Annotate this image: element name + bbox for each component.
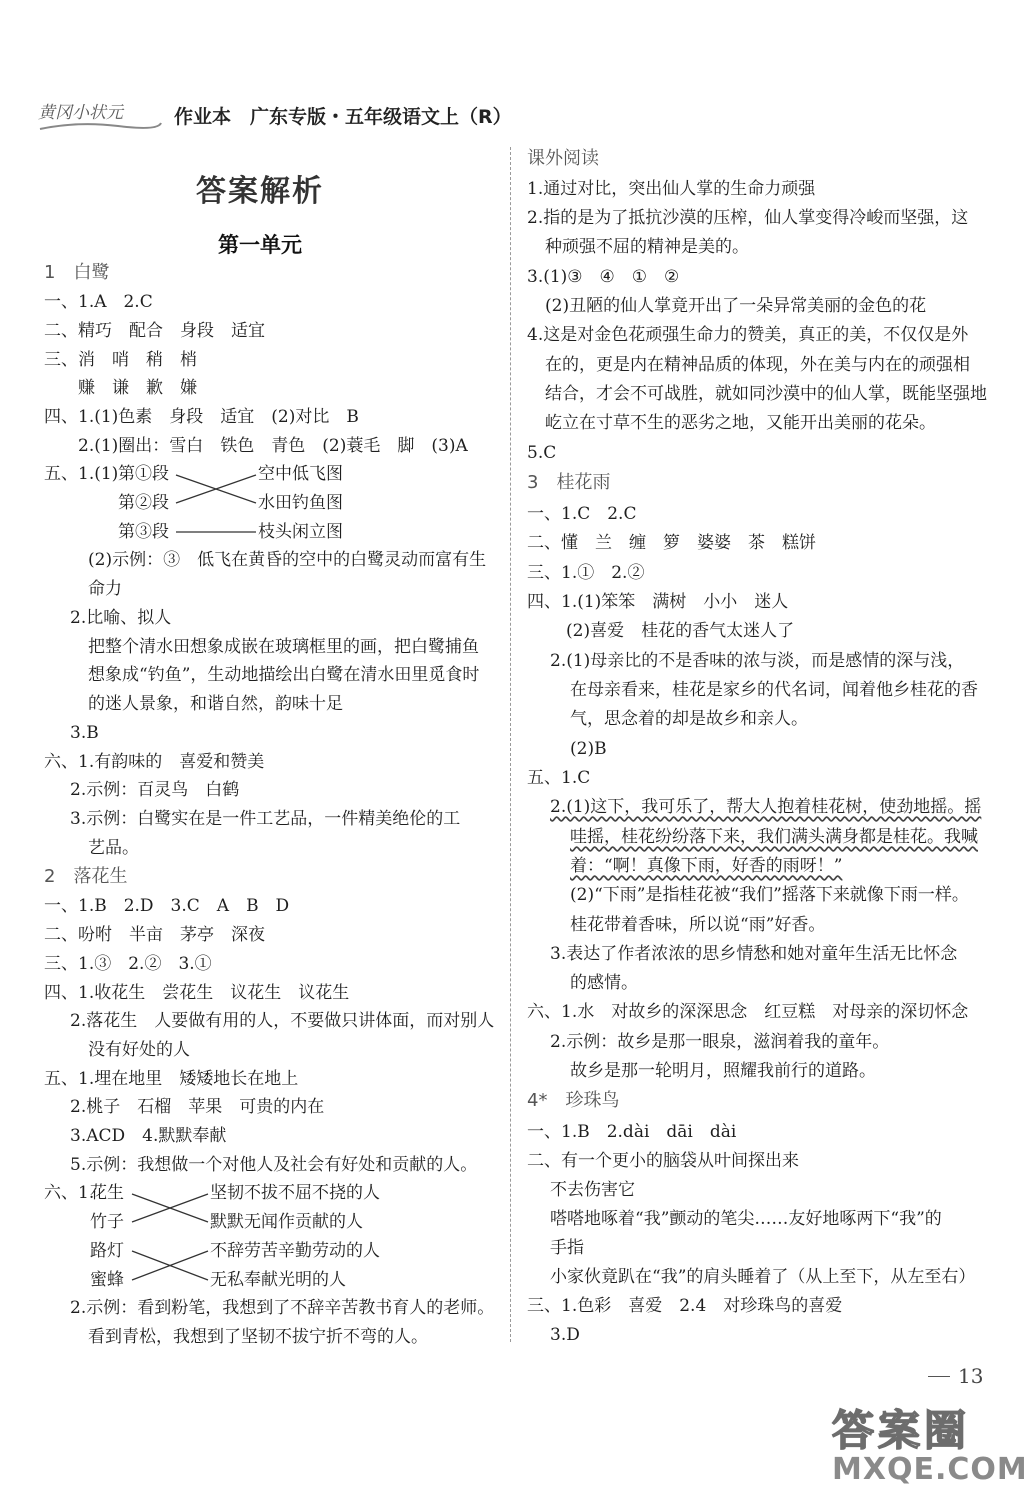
answer-line: 种顽强不屈的精神是美的。 — [545, 237, 749, 257]
section-heading-kewai: 课外阅读 — [527, 148, 599, 169]
answer-line: 一、1.B 2.dài dāi dài — [527, 1122, 737, 1142]
answer-line: 赚 谦 歉 嫌 — [44, 378, 197, 398]
answer-line: 结合，才会不可战胜，就如同沙漠中的仙人掌，既能坚强地 — [545, 384, 987, 404]
answer-line: 三、1.③ 2.② 3.① — [44, 954, 212, 974]
match-right-item: 枝头闲立图 — [258, 522, 343, 542]
answer-line: 2.指的是为了抵抗沙漠的压榨，仙人掌变得冷峻而坚强，这 — [527, 208, 969, 228]
answer-line: 3.表达了作者浓浓的思乡情愁和她对童年生活无比怀念 — [550, 944, 958, 964]
section-heading-zhenzhuniao: 4* 珍珠鸟 — [527, 1090, 620, 1111]
page-number: 13 — [958, 1364, 984, 1388]
match-right-item: 默默无闻作贡献的人 — [210, 1212, 363, 1232]
main-title: 答案解析 — [196, 174, 324, 209]
match-left-item: 第①段 — [118, 464, 169, 484]
answer-line: 2.桃子 石榴 苹果 可贵的内在 — [70, 1097, 325, 1117]
page-number-dash — [928, 1376, 950, 1377]
match-left-item: 路灯 — [90, 1241, 124, 1261]
answer-line: 二、懂 兰 缠 箩 婆婆 茶 糕饼 — [527, 533, 816, 553]
section-heading-bailu: 1 白鹭 — [44, 262, 110, 283]
match-line — [132, 1194, 208, 1222]
answer-line: 四、1.(1)笨笨 满树 小小 迷人 — [527, 592, 789, 612]
match-left-item: 竹子 — [90, 1212, 124, 1232]
answer-line: 二、有一个更小的脑袋从叶间探出来 — [527, 1151, 799, 1171]
answer-line: (2)示例：③ 低飞在黄昏的空中的白鹭灵动而富有生 — [88, 550, 487, 570]
underlined-answer-line: 哇摇，桂花纷纷落下来，我们满头满身都是桂花。我喊 — [570, 827, 978, 847]
answer-line: 看到青松，我想到了坚韧不拔宁折不弯的人。 — [88, 1327, 428, 1347]
column-divider — [510, 147, 511, 1342]
answer-line: 1.通过对比，突出仙人掌的生命力顽强 — [527, 179, 816, 199]
answer-line: 2.比喻、拟人 — [70, 608, 172, 628]
answer-line: 在母亲看来，桂花是家乡的代名词，闻着他乡桂花的香 — [570, 680, 978, 700]
brand-swoosh-icon — [38, 120, 163, 132]
match-right-item: 无私奉献光明的人 — [210, 1270, 346, 1290]
answer-line: 没有好处的人 — [88, 1040, 190, 1060]
answer-line: 一、1.C 2.C — [527, 504, 637, 524]
answer-line: 艺品。 — [88, 838, 139, 858]
answer-line: 二、吩咐 半亩 茅亭 深夜 — [44, 925, 265, 945]
answer-line: 5.C — [527, 443, 557, 463]
answer-line: 想象成“钓鱼”，生动地描绘出白鹭在清水田里觅食时 — [88, 665, 480, 685]
answer-line: 把整个清水田想象成嵌在玻璃框里的画，把白鹭捕鱼 — [88, 637, 479, 657]
watermark-text: 答案圈 — [832, 1406, 971, 1455]
answer-line: (2)B — [570, 739, 607, 759]
match-line — [176, 475, 256, 503]
answer-line: 4.这是对金色花顽强生命力的赞美，真正的美，不仅仅是外 — [527, 325, 969, 345]
answer-line: 六、1.水 对故乡的深深思念 红豆糕 对母亲的深切怀念 — [527, 1002, 969, 1022]
answer-line: 的感情。 — [570, 973, 638, 993]
match-left-item: 花生 — [90, 1183, 124, 1203]
match-left-item: 蜜蜂 — [90, 1270, 124, 1290]
answer-line: 2.(1)母亲比的不是香味的浓与淡，而是感情的深与浅， — [550, 651, 965, 671]
underlined-answer-line: 2.(1)这下，我可乐了，帮大人抱着桂花树，使劲地摇。摇 — [550, 797, 982, 817]
match-right-item: 坚韧不拔不屈不挠的人 — [210, 1183, 380, 1203]
answer-line: 3.ACD 4.默默奉献 — [70, 1126, 227, 1146]
answer-line: 五、1.埋在地里 矮矮地长在地上 — [44, 1069, 299, 1089]
answer-line: 一、1.B 2.D 3.C A B D — [44, 896, 290, 916]
watermark-url: MXQE.COM — [832, 1452, 1028, 1487]
answer-line: 在的，更是内在精神品质的体现，外在美与内在的顽强相 — [545, 355, 970, 375]
answer-line: 四、1.收花生 尝花生 议花生 议花生 — [44, 983, 350, 1003]
answer-line: 三、1.① 2.② — [527, 563, 645, 583]
answer-line: 3.示例：白鹭实在是一件工艺品，一件精美绝伦的工 — [70, 809, 461, 829]
answer-line: 手指 — [550, 1238, 584, 1258]
answer-line: 3.(1)③ ④ ① ② — [527, 267, 680, 287]
answer-line: 2.示例：故乡是那一眼泉，滋润着我的童年。 — [550, 1032, 890, 1052]
answer-line: 桂花带着香味，所以说“雨”好香。 — [570, 915, 826, 935]
answer-line: 的迷人景象，和谐自然，韵味十足 — [88, 694, 343, 714]
answer-line: 3.D — [550, 1325, 580, 1345]
answer-line: 2.落花生 人要做有用的人，不要做只讲体面，而对别人 — [70, 1011, 495, 1031]
answer-line: 3.B — [70, 723, 99, 743]
answer-line: 五、1.(1) — [44, 464, 119, 484]
answer-line: 屹立在寸草不生的恶劣之地，又能开出美丽的花朵。 — [545, 413, 936, 433]
answer-line: 2.(1)圈出：雪白 铁色 青色 (2)蓑毛 脚 (3)A — [44, 436, 468, 456]
unit-title: 第一单元 — [218, 233, 302, 257]
answer-line: 气，思念着的却是故乡和亲人。 — [570, 709, 808, 729]
answer-line: 二、精巧 配合 身段 适宜 — [44, 321, 265, 341]
page-header — [38, 98, 573, 132]
answer-line: 5.示例：我想做一个对他人及社会有好处和贡献的人。 — [70, 1155, 478, 1175]
underlined-answer-line: 着：“啊！真像下雨，好香的雨呀！” — [570, 856, 843, 876]
match-left-item: 第③段 — [118, 522, 169, 542]
match-line — [132, 1251, 208, 1280]
match-line — [176, 475, 256, 503]
match-line — [132, 1251, 208, 1280]
answer-line: 六、1.有韵味的 喜爱和赞美 — [44, 752, 265, 772]
answer-line: 命力 — [88, 579, 122, 599]
match-right-item: 不辞劳苦辛勤劳动的人 — [210, 1241, 380, 1261]
answer-line: 不去伤害它 — [550, 1180, 635, 1200]
answer-line: 三、1.色彩 喜爱 2.4 对珍珠鸟的喜爱 — [527, 1296, 843, 1316]
answer-line: 小家伙竟趴在“我”的肩头睡着了（从上至下，从左至右） — [550, 1267, 976, 1287]
answer-line: 四、1.(1)色素 身段 适宜 (2)对比 B — [44, 407, 359, 427]
watermark — [818, 1390, 1028, 1490]
answer-line: (2)丑陋的仙人掌竟开出了一朵异常美丽的金色的花 — [545, 296, 927, 316]
section-heading-luohuasheng: 2 落花生 — [44, 866, 128, 887]
answer-line: 2.示例：看到粉笔，我想到了不辞辛苦教书育人的老师。 — [70, 1298, 495, 1318]
match-left-item: 第②段 — [118, 493, 169, 513]
answer-line: 三、消 哨 稍 梢 — [44, 350, 197, 370]
answer-line: (2)“下雨”是指桂花被“我们”摇落下来就像下雨一样。 — [570, 885, 969, 905]
answer-line: 六、1. — [44, 1183, 95, 1203]
match-right-item: 水田钓鱼图 — [258, 493, 343, 513]
section-heading-guihuayu: 3 桂花雨 — [527, 472, 611, 493]
match-right-item: 空中低飞图 — [258, 464, 343, 484]
answer-line: 五、1.C — [527, 768, 591, 788]
answer-line: (2)喜爱 桂花的香气太迷人了 — [566, 621, 795, 641]
answer-line: 故乡是那一轮明月，照耀我前行的道路。 — [570, 1061, 876, 1081]
brand-logo: 黄冈小状元 — [38, 103, 123, 123]
match-line — [132, 1194, 208, 1222]
answer-line: 2.示例：百灵鸟 白鹤 — [70, 780, 240, 800]
header-title: 作业本 广东专版・五年级语文上（R） — [174, 106, 512, 128]
answer-line: 嗒嗒地啄着“我”颤动的笔尖……友好地啄两下“我”的 — [550, 1209, 942, 1229]
answer-line: 一、1.A 2.C — [44, 292, 153, 312]
